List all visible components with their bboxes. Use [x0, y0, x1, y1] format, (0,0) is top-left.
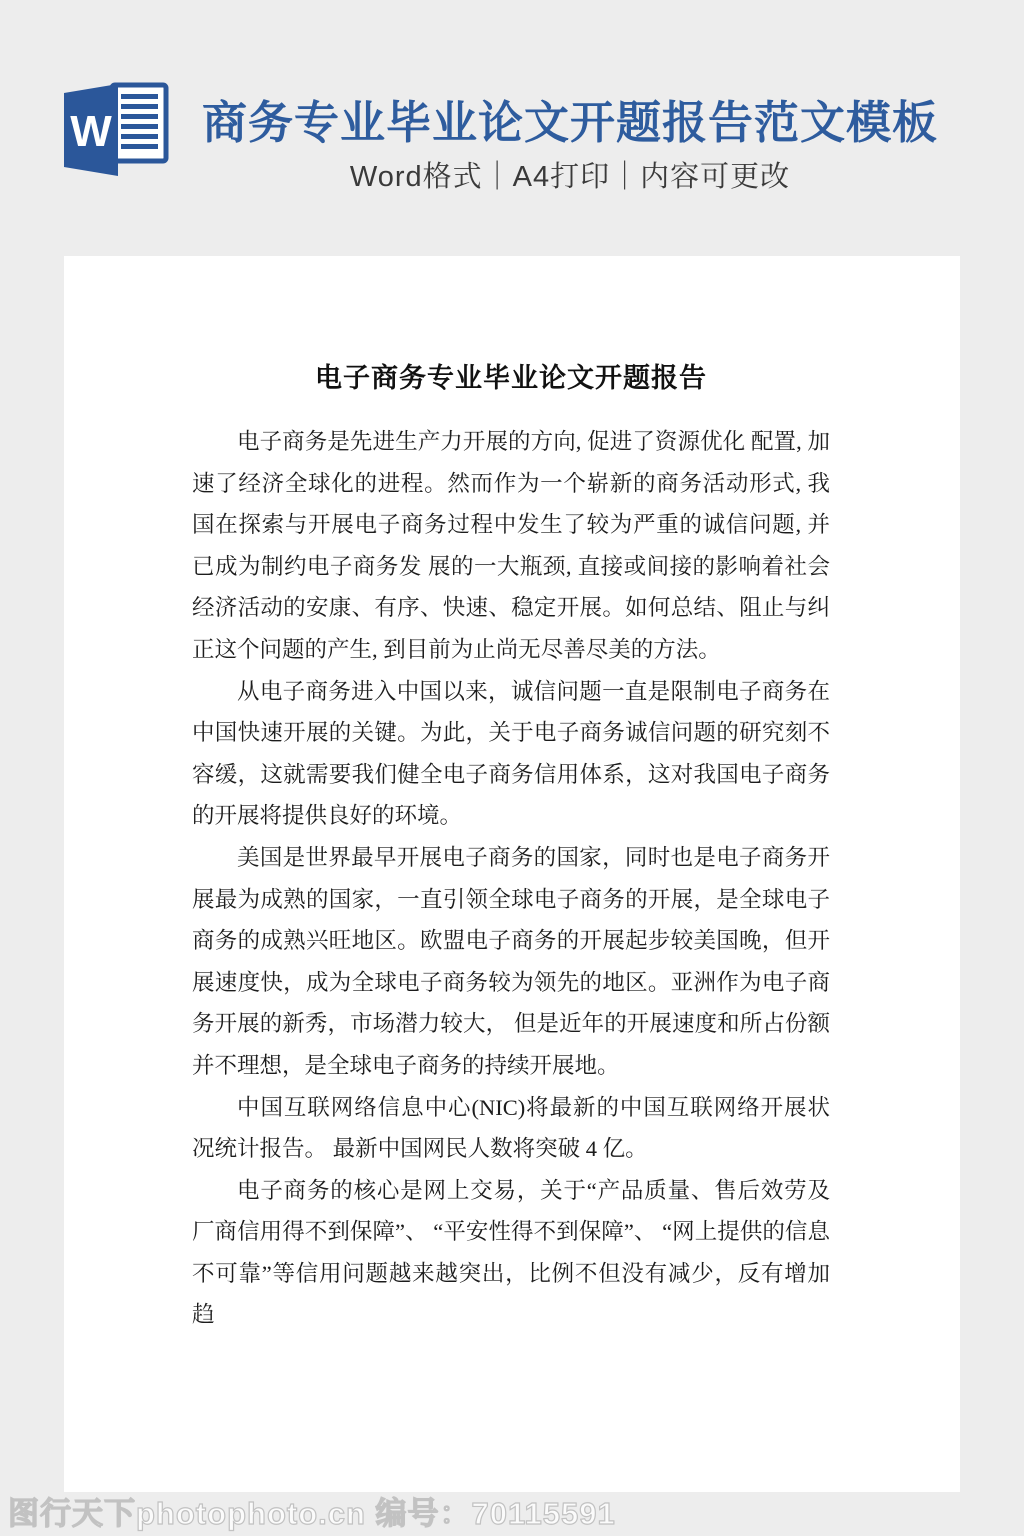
- document-page: [64, 256, 960, 1492]
- word-file-icon: [60, 80, 172, 180]
- document-paragraph: 美国是世界最早开展电子商务的国家，同时也是电子商务开展最为成熟的国家，一直引领全球电子商务的开展，是全球电子商务的成熟兴旺地区。欧盟电子商务的开展起步较美国晚，但开展速度快，成为全球电子商务较为领先的地区。亚洲作为电子商务开展的新秀，市场潜力较大， 但是近年的开展速度和所占份额并不理想，是全球电子商务的持续开展地。: [192, 844, 830, 1078]
- document-body: [192, 421, 830, 1336]
- document-paragraph: 中国互联网络信息中心(NIC)将最新的中国互联网络开展状况统计报告。 最新中国网民人数将突破 4 亿。: [192, 1094, 830, 1162]
- word-icon-letter: W: [70, 107, 112, 156]
- document-paragraph: 电子商务的核心是网上交易，关于“产品质量、售后效劳及厂商信用得不到保障”、 “平安性得不到保障”、 “网上提供的信息不可靠”等信用问题越来越突出，比例不但没有减少，反有增加趋: [192, 1177, 830, 1328]
- header-banner: [0, 0, 1024, 256]
- document-paragraph: 电子商务是先进生产力开展的方向, 促进了资源优化 配置, 加速了经济全球化的进程。然而作为一个崭新的商务活动形式, 我国在探索与开展电子商务过程中发生了较为严重的诚信问题, 并已成为制约电子商务发 展的一大瓶颈, 直接或间接的影响着社会经济活动的安康、有序、快速、稳定开展。如何总结、阻止与纠正这个问题的产生, 到目前为止尚无尽善尽美的方法。: [192, 429, 830, 662]
- template-subtitle: Word格式｜A4打印｜内容可更改: [349, 161, 791, 193]
- document-title: 电子商务专业毕业论文开题报告: [315, 363, 707, 393]
- watermark-text: 图行天下photophoto.cn 编号：70115591: [8, 1496, 616, 1531]
- document-paragraph: 从电子商务进入中国以来，诚信问题一直是限制电子商务在中国快速开展的关键。为此，关于电子商务诚信问题的研究刻不容缓，这就需要我们健全电子商务信用体系，这对我国电子商务的开展将提供良好的环境。: [192, 678, 830, 829]
- template-title: 商务专业毕业论文开题报告范文模板: [201, 97, 938, 148]
